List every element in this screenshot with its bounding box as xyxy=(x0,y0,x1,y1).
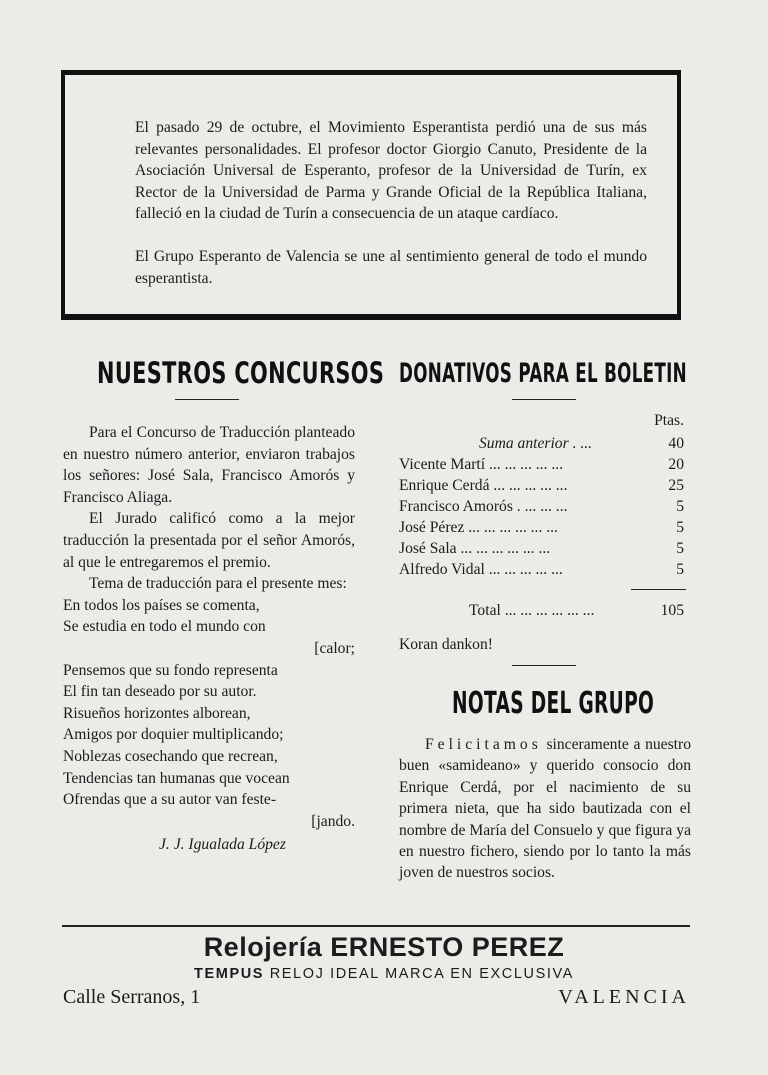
donation-name: Francisco Amorós . ... ... ... xyxy=(399,498,568,515)
poem-line: En todos los países se comenta, xyxy=(63,596,260,614)
donation-name: José Sala ... ... ... ... ... ... xyxy=(399,540,551,557)
obituary-closing-paragraph: El Grupo Esperanto de Valencia se une al sentimiento general de todo el mundo esperantista. xyxy=(135,248,647,287)
poem-line: Noblezas cosechando que recrean, xyxy=(63,747,278,765)
concursos-heading-rule xyxy=(175,399,239,400)
concursos-paragraph-1: Para el Concurso de Traducción planteado en nuestro número anterior, enviaron trabajos los señores: José Sala, Francisco Amorós y Francisco Aliaga. xyxy=(63,424,355,506)
concursos-heading: NUESTROS CONCURSOS xyxy=(97,356,385,390)
poem-line: Amigos por doquier multiplicando; xyxy=(63,726,284,744)
donation-value: 40 xyxy=(668,435,684,452)
donativos-heading: DONATIVOS PARA EL BOLETIN xyxy=(399,358,688,389)
currency-header: Ptas. xyxy=(654,412,684,429)
advert-city: VALENCIA xyxy=(558,986,690,1008)
advert-tagline: RELOJ IDEAL MARCA EN EXCLUSIVA xyxy=(269,966,574,982)
donation-name: Enrique Cerdá ... ... ... ... ... xyxy=(399,477,568,494)
donativos-end-rule xyxy=(512,665,576,666)
donation-value: 5 xyxy=(676,561,684,578)
poem-line: Tendencias tan humanas que vocean xyxy=(63,769,290,787)
notas-body xyxy=(399,734,691,884)
concursos-paragraph-2: El Jurado calificó como a la mejor traducción la presentada por el señor Amorós, al que le entregaremos el premio. xyxy=(63,510,355,571)
concursos-body xyxy=(63,422,355,856)
obituary-paragraph: El pasado 29 de octubre, el Movimiento Esperantista perdió una de sus más relevantes personalidades. El profesor doctor Giorgio Canuto, Presidente de la Asociación Universal de Esperanto, profesor de la Universidad de Turín, ex Rector de la Universidad de Parma y Grande Oficial de la República Italiana, falleció en la ciudad de Turín a consecuencia de un ataque cardíaco. xyxy=(135,119,647,222)
poem-line: El fin tan deseado por su autor. xyxy=(63,683,257,701)
poem-line: Pensemos que su fondo representa xyxy=(63,661,278,679)
donation-name: José Pérez ... ... ... ... ... ... xyxy=(399,519,558,536)
poem-line: Risueños horizontes alborean, xyxy=(63,704,251,722)
advert-title: Relojería ERNESTO PEREZ xyxy=(203,932,565,962)
total-label: Total ... ... ... ... ... ... xyxy=(469,602,595,619)
total-rule xyxy=(631,589,686,590)
advert-divider xyxy=(62,925,690,927)
notas-heading: NOTAS DEL GRUPO xyxy=(452,686,655,721)
poem-line: Se estudia en todo el mundo con xyxy=(63,618,266,636)
donation-value: 5 xyxy=(676,540,684,557)
poem-author: J. J. Igualada López xyxy=(159,836,286,854)
total-value: 105 xyxy=(660,602,684,619)
poem-line: [calor; xyxy=(314,639,355,657)
donation-name: Vicente Martí ... ... ... ... ... xyxy=(399,456,564,473)
donation-value: 25 xyxy=(668,477,684,494)
donation-name: Suma anterior . ... xyxy=(479,435,593,452)
donation-name: Alfredo Vidal ... ... ... ... ... xyxy=(399,561,563,578)
poem-line: [jando. xyxy=(311,812,355,830)
donation-value: 5 xyxy=(676,519,684,536)
obituary-notice-box xyxy=(61,70,681,320)
donation-value: 5 xyxy=(676,498,684,515)
concursos-paragraph-3: Tema de traducción para el presente mes: xyxy=(89,575,347,593)
advert-brand: TEMPUS xyxy=(194,966,265,982)
advert-address: Calle Serranos, 1 xyxy=(63,986,201,1008)
donativos-heading-rule xyxy=(512,399,576,400)
thanks-text: Koran dankon! xyxy=(399,636,493,653)
donation-value: 20 xyxy=(668,456,684,473)
advert-tagline-row xyxy=(0,966,768,982)
notas-text: sinceramente a nuestro buen «samideano» y querido consocio don Enrique Cerdá, por el nacimiento de su primera nieta, que ha sido bautizada con el nombre de María del Consuelo y que figura ya en nuestro fichero, siendo por lo tanto la más joven de nuestros socios. xyxy=(399,736,691,882)
notas-lead-word: Felicitamos xyxy=(425,736,542,753)
poem-line: Ofrendas que a su autor van feste- xyxy=(63,791,277,809)
